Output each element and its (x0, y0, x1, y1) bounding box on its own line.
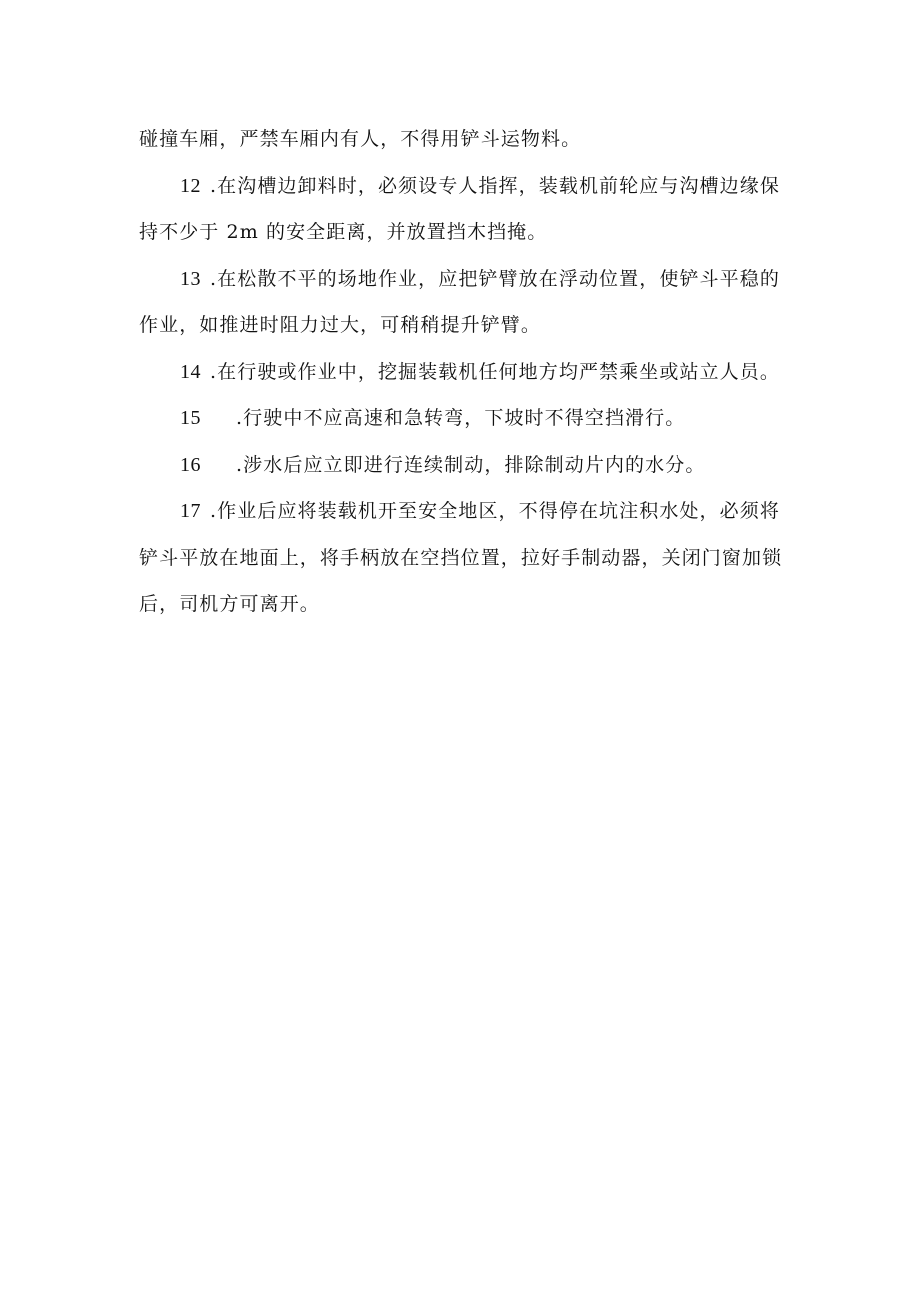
item-number: 12 (180, 174, 201, 197)
paragraph-line (139, 535, 799, 582)
item-number: 16 (180, 453, 201, 476)
list-item-14 (139, 349, 799, 396)
line-text: .在行驶或作业中，挖掘装载机任何地方均严禁乘坐或站立人员。 (210, 360, 780, 383)
line-text: 铲斗平放在地面上，将手柄放在空挡位置，拉好手制动器，关闭门窗加锁 (139, 546, 783, 569)
line-text: .在沟槽边卸料时，必须设专人指挥，装载机前轮应与沟槽边缘保 (210, 174, 780, 197)
list-item-17 (139, 488, 799, 535)
paragraph-line (139, 302, 799, 349)
list-item-16 (139, 442, 799, 489)
paragraph-line (139, 209, 799, 256)
line-text: 后，司机方可离开。 (139, 593, 320, 615)
line-text: .在松散不平的场地作业，应把铲臂放在浮动位置，使铲斗平稳的 (210, 267, 780, 290)
line-text: .行驶中不应高速和急转弯，下坡时不得空挡滑行。 (236, 407, 686, 429)
paragraph-line (139, 116, 799, 163)
item-number: 17 (180, 500, 201, 522)
item-number: 15 (180, 407, 201, 429)
list-item-12 (139, 163, 799, 210)
line-text: 持不少于 2m 的安全距离，并放置挡木挡掩。 (139, 221, 548, 243)
paragraph-line (139, 581, 799, 628)
item-number: 13 (180, 267, 201, 290)
list-item-15 (139, 395, 799, 442)
item-number: 14 (180, 360, 201, 383)
document-body (139, 116, 799, 628)
line-text: .作业后应将装载机开至安全地区，不得停在坑注积水处，必须将 (210, 500, 780, 522)
list-item-13 (139, 256, 799, 303)
line-text: .涉水后应立即进行连续制动，排除制动片内的水分。 (236, 453, 706, 476)
line-text: 作业，如推进时阻力过大，可稍稍提升铲臂。 (139, 314, 542, 336)
line-text: 碰撞车厢，严禁车厢内有人，不得用铲斗运物料。 (139, 128, 582, 150)
